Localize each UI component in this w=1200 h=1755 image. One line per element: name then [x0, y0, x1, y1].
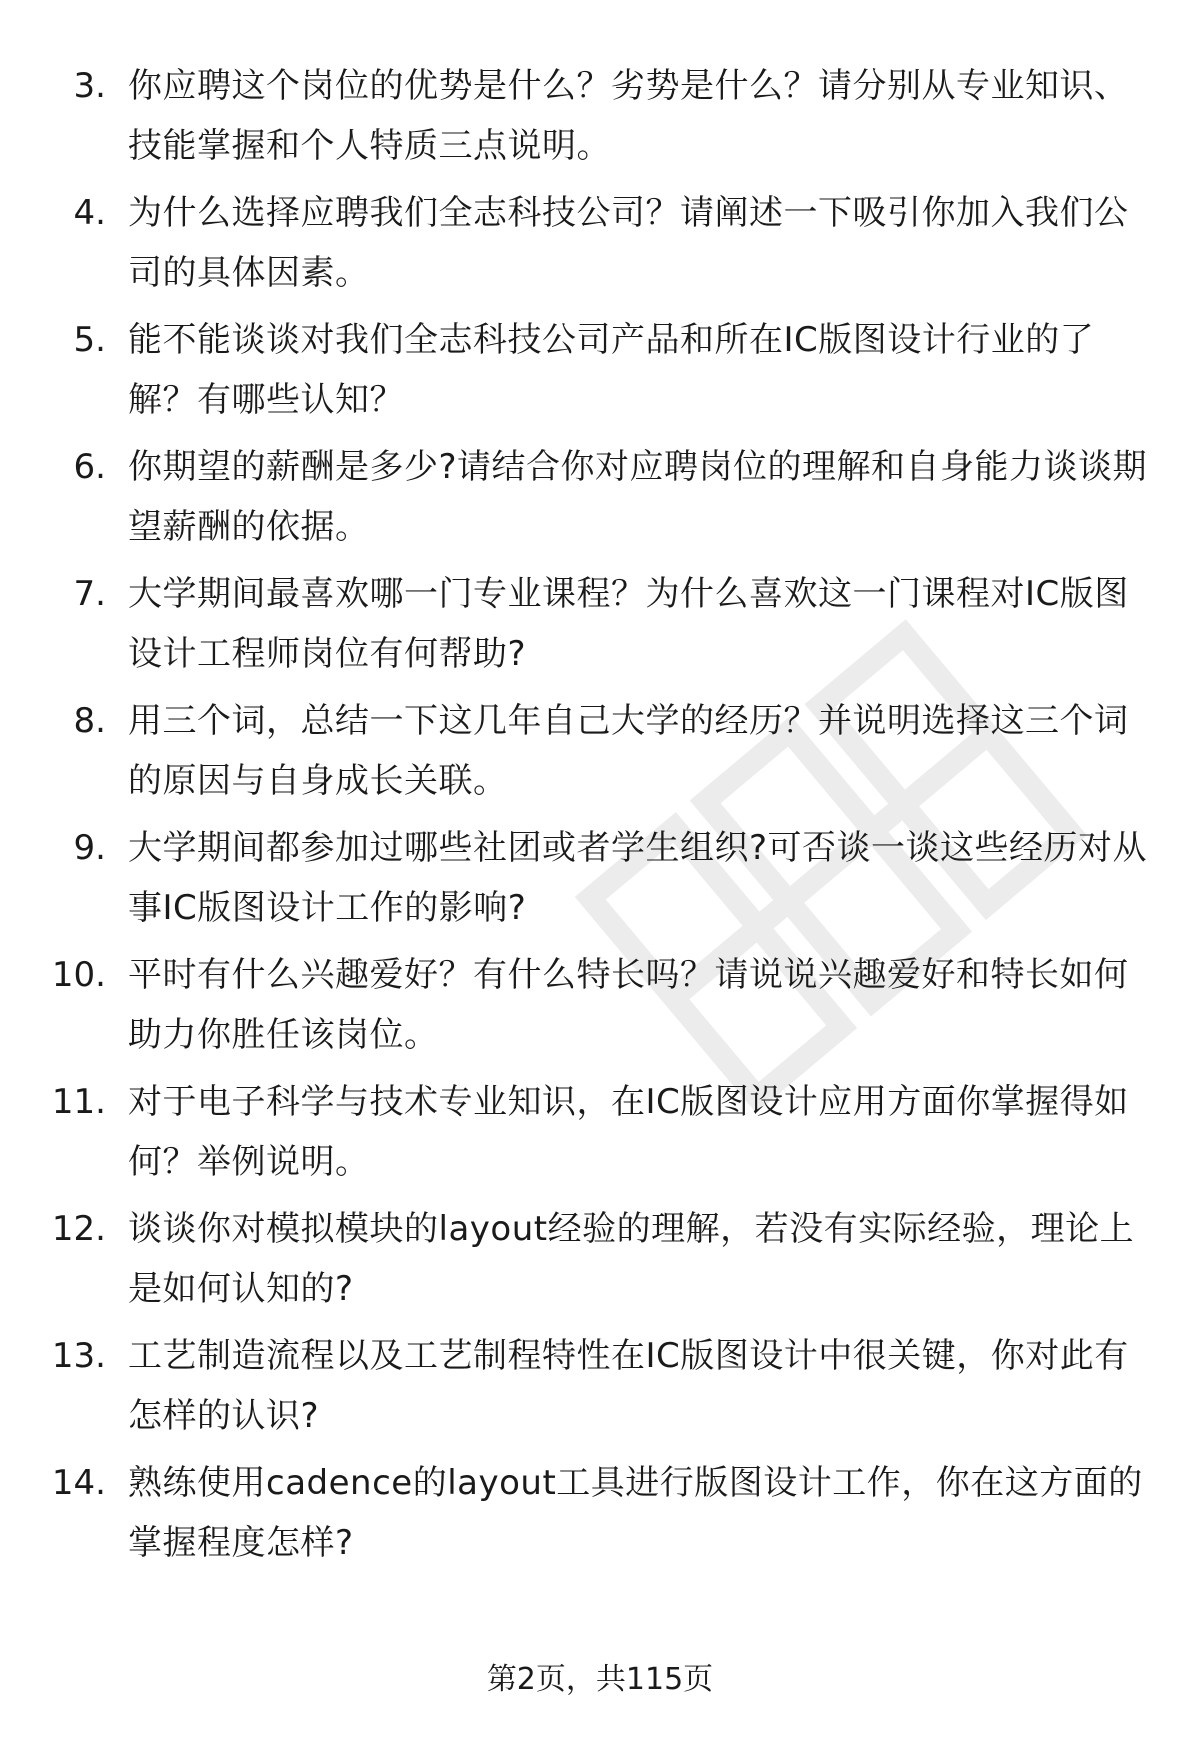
question-number: 3. [73, 66, 106, 106]
question-number: 9. [73, 828, 106, 868]
question-text: 能不能谈谈对我们全志科技公司产品和所在IC版图设计行业的了解？有哪些认知？ [128, 320, 1095, 420]
question-text: 大学期间最喜欢哪一门专业课程？为什么喜欢这一门课程对IC版图设计工程师岗位有何帮助? [128, 574, 1129, 674]
question-text: 对于电子科学与技术专业知识，在IC版图设计应用方面你掌握得如何？举例说明。 [128, 1082, 1129, 1182]
question-text: 熟练使用cadence的layout工具进行版图设计工作，你在这方面的掌握程度怎样? [128, 1463, 1143, 1563]
question-number: 14. [51, 1463, 106, 1503]
question-number: 11. [51, 1082, 106, 1122]
question-number: 10. [51, 955, 106, 995]
list-item [0, 564, 1200, 691]
list-item [0, 183, 1200, 310]
question-text: 谈谈你对模拟模块的layout经验的理解，若没有实际经验，理论上是如何认知的? [128, 1209, 1135, 1309]
page-footer: 第2页，共115页 [486, 1662, 714, 1697]
question-text: 平时有什么兴趣爱好？有什么特长吗？请说说兴趣爱好和特长如何助力你胜任该岗位。 [128, 955, 1129, 1055]
question-text: 你应聘这个岗位的优势是什么？劣势是什么？请分别从专业知识、技能掌握和个人特质三点说明。 [128, 66, 1129, 166]
list-item [0, 1453, 1200, 1580]
question-number: 5. [73, 320, 106, 360]
list-item [0, 945, 1200, 1072]
question-number: 12. [51, 1209, 106, 1249]
list-item [0, 1199, 1200, 1326]
question-number: 4. [73, 193, 106, 233]
list-item [0, 56, 1200, 183]
question-text: 你期望的薪酬是多少?请结合你对应聘岗位的理解和自身能力谈谈期望薪酬的依据。 [128, 447, 1148, 547]
question-text: 工艺制造流程以及工艺制程特性在IC版图设计中很关键，你对此有怎样的认识? [128, 1336, 1129, 1436]
question-text: 大学期间都参加过哪些社团或者学生组织?可否谈一谈这些经历对从事IC版图设计工作的影响? [128, 828, 1148, 928]
list-item [0, 1326, 1200, 1453]
question-list [0, 56, 1200, 1580]
list-item [0, 437, 1200, 564]
list-item [0, 691, 1200, 818]
list-item [0, 1072, 1200, 1199]
question-number: 6. [73, 447, 106, 487]
question-text: 为什么选择应聘我们全志科技公司？请阐述一下吸引你加入我们公司的具体因素。 [128, 193, 1129, 293]
question-number: 8. [73, 701, 106, 741]
question-text: 用三个词，总结一下这几年自己大学的经历？并说明选择这三个词的原因与自身成长关联。 [128, 701, 1129, 801]
list-item [0, 818, 1200, 945]
list-item [0, 310, 1200, 437]
question-number: 13. [51, 1336, 106, 1376]
question-number: 7. [73, 574, 106, 614]
